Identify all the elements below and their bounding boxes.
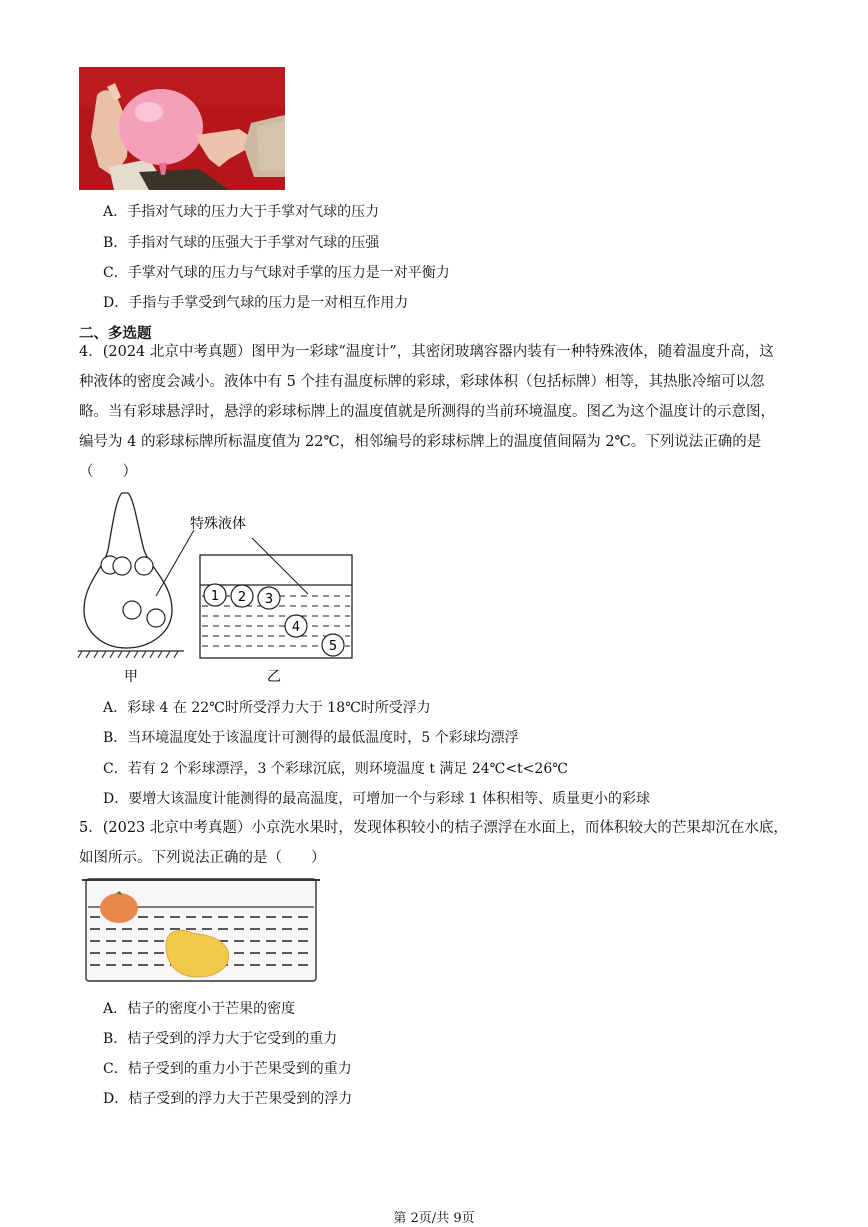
balloon-photo-image — [79, 67, 285, 190]
section-title: 二、多选题 — [79, 326, 152, 342]
q4-option-c: C．若有 2 个彩球漂浮，3 个彩球沉底，则环境温度 t 满足 24℃<t<26℃ — [103, 761, 568, 777]
q5-stem-line-1: 5．(2023 北京中考真题）小京洗水果时，发现体积较小的桔子漂浮在水面上，而体积较大的芒果却沉在水底， — [79, 820, 788, 836]
q4-stem-line-2: 种液体的密度会减小。液体中有 5 个挂有温度标牌的彩球，彩球体积（包括标牌）相等，其热胀冷缩可以忽 — [79, 374, 765, 390]
q3-option-a: A．手指对气球的压力大于手掌对气球的压力 — [103, 204, 380, 220]
q3-option-d: D．手指与手掌受到气球的压力是一对相互作用力 — [103, 295, 409, 311]
q5-option-d: D．桔子受到的浮力大于芒果受到的浮力 — [103, 1091, 353, 1107]
ball-label-4: 4 — [291, 620, 301, 635]
q4-stem-line-1: 4．(2024 北京中考真题）图甲为一彩球“温度计”，其密闭玻璃容器内装有一种特殊液体，随着温度升高，这 — [79, 344, 774, 360]
q3-option-c: C．手掌对气球的压力与气球对手掌的压力是一对平衡力 — [103, 265, 450, 281]
q4-option-a: A．彩球 4 在 22℃时所受浮力大于 18℃时所受浮力 — [103, 700, 431, 716]
q4-stem-line-3: 略。当有彩球悬浮时，悬浮的彩球标牌上的温度值就是所测得的当前环境温度。图乙为这个温度计的示意图， — [79, 404, 775, 420]
q4-stem-line-4: 编号为 4 的彩球标牌所标温度值为 22℃，相邻编号的彩球标牌上的温度值间隔为 2℃。下列说法正确的是 — [79, 434, 762, 450]
q5-option-a: A．桔子的密度小于芒果的密度 — [103, 1001, 296, 1017]
ball-label-3: 3 — [264, 592, 274, 607]
orange-shape — [100, 893, 138, 923]
q5-option-b: B．桔子受到的浮力大于它受到的重力 — [103, 1031, 338, 1047]
q5-stem-line-2: 如图所示。下列说法正确的是（ ） — [79, 850, 326, 866]
thermometer-figure — [76, 488, 360, 688]
q4-option-d: D．要增大该温度计能测得的最高温度，可增加一个与彩球 1 体积相等、质量更小的彩球 — [103, 791, 651, 807]
liquid-label: 特殊液体 — [190, 516, 246, 532]
fruit-basin-figure — [80, 875, 322, 985]
ball-label-5: 5 — [328, 639, 338, 654]
q3-option-b: B．手指对气球的压强大于手掌对气球的压强 — [103, 235, 380, 251]
figure-label-jia: 甲 — [124, 669, 138, 685]
ball-label-1: 1 — [210, 589, 220, 604]
q4-stem-line-5: （ ） — [79, 464, 137, 480]
balloon-photo — [79, 67, 285, 190]
fruit-basin-diagram — [80, 875, 322, 985]
q5-option-c: C．桔子受到的重力小于芒果受到的重力 — [103, 1061, 352, 1077]
thermometer-diagram — [76, 488, 360, 688]
ball-label-2: 2 — [237, 590, 247, 605]
page-footer: 第 2页/共 9页 — [393, 1211, 475, 1226]
q4-option-b: B．当环境温度处于该温度计可测得的最低温度时，5 个彩球均漂浮 — [103, 730, 519, 746]
figure-label-yi: 乙 — [267, 669, 281, 685]
